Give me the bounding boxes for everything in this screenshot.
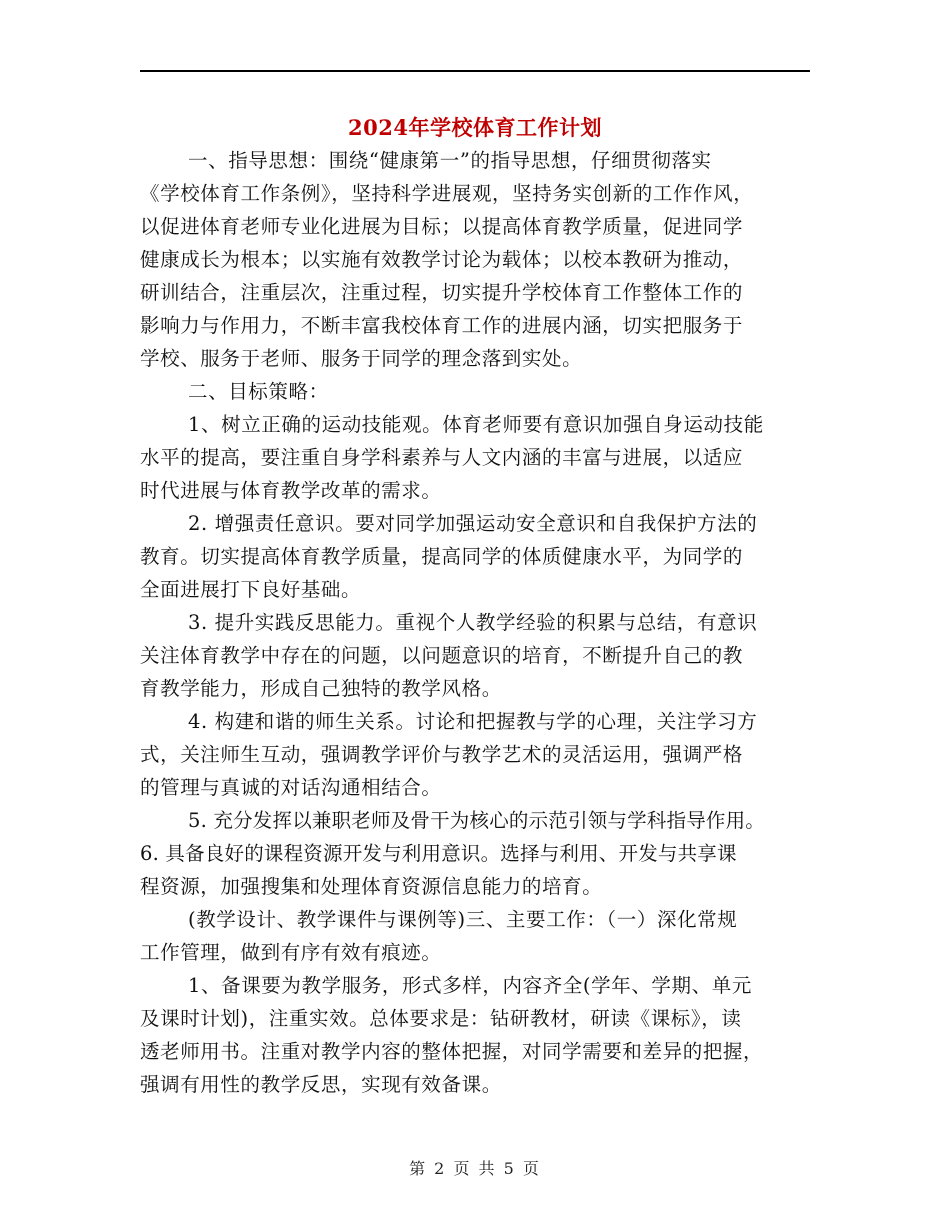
paragraph-line: 水平的提高，要注重自身学科素养与人文内涵的丰富与进展，以适应	[140, 446, 744, 469]
paragraph-line: 关注体育教学中存在的问题，以问题意识的培育，不断提升自己的教	[140, 644, 744, 667]
paragraph-line: 《学校体育工作条例》，坚持科学进展观，坚持务实创新的工作作风，	[140, 182, 754, 205]
paragraph-line: 健康成长为根本；以实施有效教学讨论为载体；以校本教研为推动，	[140, 248, 744, 271]
paragraph-line: 以促进体育老师专业化进展为目标；以提高体育教学质量，促进同学	[140, 215, 744, 238]
paragraph-line: 研训结合，注重层次，注重过程，切实提升学校体育工作整体工作的	[140, 281, 744, 304]
header-rule	[140, 70, 810, 72]
page-number: 第 2 页 共 5 页	[409, 1159, 541, 1178]
paragraph-line: 6. 具备良好的课程资源开发与利用意识。选择与利用、开发与共享课	[140, 842, 737, 865]
paragraph-line: 强调有用性的教学反思，实现有效备课。	[140, 1073, 502, 1096]
paragraph-line: 全面进展打下良好基础。	[140, 578, 362, 601]
paragraph-line: 学校、服务于老师、服务于同学的理念落到实处。	[140, 347, 583, 370]
paragraph-line: 1、树立正确的运动技能观。体育老师要有意识加强自身运动技能	[188, 413, 764, 436]
paragraph-line: 工作管理，做到有序有效有痕迹。	[140, 941, 442, 964]
paragraph-line: (教学设计、教学课件与课例等)三、主要工作：（一）深化常规	[188, 908, 738, 931]
paragraph-line: 及课时计划)，注重实效。总体要求是：钻研教材，研读《课标》，读	[140, 1007, 742, 1030]
paragraph-line: 育教学能力，形成自己独特的教学风格。	[140, 677, 502, 700]
paragraph-line: 式，关注师生互动，强调教学评价与教学艺术的灵活运用，强调严格	[140, 743, 744, 766]
paragraph-line: 一、指导思想：围绕“健康第一”的指导思想，仔细贯彻落实	[188, 149, 712, 172]
paragraph-line: 时代进展与体育教学改革的需求。	[140, 479, 442, 502]
section-heading: 二、目标策略：	[188, 380, 329, 403]
paragraph-line: 4. 构建和谐的师生关系。讨论和把握教与学的心理，关注学习方	[188, 710, 758, 733]
paragraph-line: 影响力与作用力，不断丰富我校体育工作的进展内涵，切实把服务于	[140, 314, 744, 337]
document-title: 2024年学校体育工作计划	[348, 115, 602, 140]
paragraph-line: 2. 增强责任意识。要对同学加强运动安全意识和自我保护方法的	[188, 512, 758, 535]
paragraph-line: 5. 充分发挥以兼职老师及骨干为核心的示范引领与学科指导作用。	[188, 809, 766, 832]
paragraph-line: 程资源，加强搜集和处理体育资源信息能力的培育。	[140, 875, 603, 898]
paragraph-line: 1、备课要为教学服务，形式多样，内容齐全(学年、学期、单元	[188, 974, 752, 997]
paragraph-line: 透老师用书。注重对教学内容的整体把握，对同学需要和差异的把握，	[140, 1040, 764, 1063]
paragraph-line: 的管理与真诚的对话沟通相结合。	[140, 776, 442, 799]
paragraph-line: 3. 提升实践反思能力。重视个人教学经验的积累与总结，有意识	[188, 611, 758, 634]
paragraph-line: 教育。切实提高体育教学质量，提高同学的体质健康水平，为同学的	[140, 545, 744, 568]
